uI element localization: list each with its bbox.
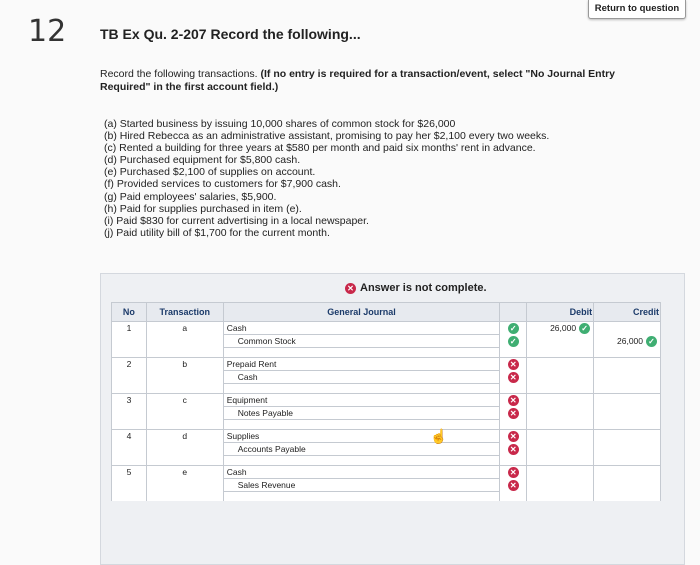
debit-amount-field[interactable]: [527, 394, 594, 407]
spacer-cell: [594, 384, 661, 394]
spacer-cell: [500, 348, 527, 358]
spacer-cell: [146, 384, 223, 394]
instructions-lead: Record the following transactions.: [100, 68, 258, 80]
col-debit: Debit: [527, 303, 594, 322]
spacer-cell: [527, 384, 594, 394]
hand-cursor-icon: ☝: [430, 428, 448, 444]
credit-status: [500, 371, 527, 384]
debit-amount-field[interactable]: [527, 358, 594, 371]
credit-amount: 26,000: [617, 336, 643, 346]
entry-number: 5: [112, 466, 147, 479]
entry-transaction: a: [146, 322, 223, 335]
correct-check-icon: ✓: [646, 336, 657, 347]
entry-number-blank: [112, 407, 147, 420]
return-to-question-button[interactable]: Return to question: [588, 0, 686, 19]
spacer-cell: [594, 348, 661, 358]
question-title: TB Ex Qu. 2-207 Record the following...: [100, 26, 361, 42]
incorrect-x-icon: ✕: [508, 467, 519, 478]
debit-status: [500, 322, 527, 335]
spacer-cell: [146, 420, 223, 430]
debit-account-field[interactable]: Supplies: [223, 430, 500, 443]
table-row: [112, 443, 661, 456]
debit-amount-field[interactable]: [527, 371, 594, 384]
question-number: 12: [28, 14, 67, 49]
debit-amount-field[interactable]: [527, 407, 594, 420]
spacer-cell: [594, 492, 661, 502]
spacer-cell: [500, 420, 527, 430]
incorrect-x-icon: ✕: [508, 431, 519, 442]
table-row: [112, 371, 661, 384]
debit-status: [500, 466, 527, 479]
spacer-cell: [527, 456, 594, 466]
spacer-cell: [146, 456, 223, 466]
debit-amount-field[interactable]: [527, 335, 594, 348]
transaction-item: (a) Started business by issuing 10,000 shares of common stock for $26,000: [104, 118, 456, 130]
table-spacer-row: [112, 348, 661, 358]
transaction-item: (d) Purchased equipment for $5,800 cash.: [104, 154, 301, 167]
credit-amount-field[interactable]: [594, 466, 661, 479]
credit-account-field[interactable]: Cash: [223, 371, 500, 384]
spacer-cell: [223, 384, 500, 394]
table-spacer-row: [112, 420, 661, 430]
spacer-cell: [500, 384, 527, 394]
table-row: [112, 394, 661, 407]
table-spacer-row: [112, 384, 661, 394]
table-row: [112, 335, 661, 348]
credit-amount-field[interactable]: [594, 407, 661, 420]
incorrect-x-icon: ✕: [508, 480, 519, 491]
spacer-cell: [527, 420, 594, 430]
credit-account-field[interactable]: Sales Revenue: [223, 479, 500, 492]
credit-account-field[interactable]: Accounts Payable: [223, 443, 500, 456]
entry-number: 2: [112, 358, 147, 371]
debit-account-field[interactable]: Cash: [223, 466, 500, 479]
answer-panel: [100, 273, 685, 565]
incomplete-x-icon: ✕: [345, 283, 356, 294]
entry-transaction: d: [146, 430, 223, 443]
spacer-cell: [146, 348, 223, 358]
entry-transaction: c: [146, 394, 223, 407]
credit-account-field[interactable]: Common Stock: [223, 335, 500, 348]
entry-number-blank: [112, 479, 147, 492]
credit-status: [500, 335, 527, 348]
col-general-journal: General Journal: [223, 303, 500, 322]
spacer-cell: [527, 492, 594, 502]
transaction-item: (b) Hired Rebecca as an administrative assistant, promising to pay her $2,100 every two weeks.: [104, 130, 550, 143]
spacer-cell: [500, 456, 527, 466]
credit-status: [500, 479, 527, 492]
table-row: [112, 407, 661, 420]
debit-status: [500, 430, 527, 443]
debit-account-field[interactable]: Prepaid Rent: [223, 358, 500, 371]
debit-status: [500, 394, 527, 407]
transaction-list: [104, 118, 549, 239]
debit-amount-field[interactable]: [527, 466, 594, 479]
incorrect-x-icon: ✕: [508, 408, 519, 419]
col-no: No: [112, 303, 147, 322]
entry-transaction-blank: [146, 335, 223, 348]
correct-check-icon: ✓: [579, 323, 590, 334]
debit-amount-field[interactable]: [527, 479, 594, 492]
debit-amount-field[interactable]: [527, 430, 594, 443]
spacer-cell: [223, 456, 500, 466]
credit-account-field[interactable]: Notes Payable: [223, 407, 500, 420]
table-row: [112, 430, 661, 443]
entry-transaction-blank: [146, 443, 223, 456]
col-credit: Credit: [594, 303, 661, 322]
spacer-cell: [594, 456, 661, 466]
col-mark: [500, 303, 527, 322]
credit-amount-field[interactable]: [594, 371, 661, 384]
spacer-cell: [112, 384, 147, 394]
debit-amount: 26,000: [550, 323, 577, 334]
spacer-cell: [223, 492, 500, 502]
entry-transaction-blank: [146, 371, 223, 384]
entry-number-blank: [112, 335, 147, 348]
credit-status: [500, 407, 527, 420]
spacer-cell: [146, 492, 223, 502]
debit-status: [500, 358, 527, 371]
transaction-item: (i) Paid $830 for current advertising in a local newspaper.: [104, 214, 369, 227]
entry-number-blank: [112, 371, 147, 384]
table-row: [112, 322, 661, 335]
transaction-item: (g) Paid employees' salaries, $5,900.: [104, 190, 277, 203]
transaction-item: (e) Purchased $2,100 of supplies on account.: [104, 166, 316, 179]
transaction-item: (j) Paid utility bill of $1,700 for the current month.: [104, 226, 330, 239]
instructions-bold: (If no entry is required for a transaction/event, select "No Journal Entry Required" in the first account field.): [100, 68, 615, 93]
entry-transaction: b: [146, 358, 223, 371]
incorrect-x-icon: ✕: [508, 372, 519, 383]
entry-transaction-blank: [146, 407, 223, 420]
incorrect-x-icon: ✕: [508, 444, 519, 455]
transaction-item: (c) Rented a building for three years at $580 per month and paid six months' rent in advance.: [104, 142, 536, 155]
credit-amount-field[interactable]: [594, 479, 661, 492]
spacer-cell: [500, 492, 527, 502]
transaction-item: (f) Provided services to customers for $7,900 cash.: [104, 178, 341, 191]
debit-amount-field[interactable]: [527, 443, 594, 456]
credit-amount-field[interactable]: [594, 322, 661, 335]
entry-number-blank: [112, 443, 147, 456]
credit-amount-field[interactable]: [594, 394, 661, 407]
table-row: [112, 479, 661, 492]
incorrect-x-icon: ✕: [508, 359, 519, 370]
entry-transaction: e: [146, 466, 223, 479]
entry-number: 1: [112, 322, 147, 335]
instructions: [100, 68, 660, 94]
incorrect-x-icon: ✕: [508, 395, 519, 406]
credit-amount-field[interactable]: [594, 358, 661, 371]
transaction-item: (h) Paid for supplies purchased in item (e).: [104, 202, 302, 215]
spacer-cell: [112, 348, 147, 358]
credit-amount-field[interactable]: [594, 430, 661, 443]
general-journal-table: [111, 302, 661, 501]
col-transaction: Transaction: [146, 303, 223, 322]
table-row: [112, 358, 661, 371]
entry-transaction-blank: [146, 479, 223, 492]
entry-number: 4: [112, 430, 147, 443]
debit-account-field[interactable]: Equipment: [223, 394, 500, 407]
debit-amount-field[interactable]: [527, 322, 594, 335]
table-row: [112, 466, 661, 479]
spacer-cell: [594, 420, 661, 430]
debit-account-field[interactable]: Cash: [223, 322, 500, 335]
spacer-cell: [112, 420, 147, 430]
correct-check-icon: ✓: [508, 336, 519, 347]
credit-amount-field[interactable]: [594, 335, 661, 348]
spacer-cell: [112, 492, 147, 502]
table-spacer-row: [112, 456, 661, 466]
spacer-cell: [223, 348, 500, 358]
spacer-cell: [223, 420, 500, 430]
credit-amount-field[interactable]: [594, 443, 661, 456]
entry-number: 3: [112, 394, 147, 407]
credit-status: [500, 443, 527, 456]
spacer-cell: [527, 348, 594, 358]
answer-status-label: Answer is not complete.: [360, 282, 487, 294]
table-spacer-row: [112, 492, 661, 502]
correct-check-icon: ✓: [508, 323, 519, 334]
spacer-cell: [112, 456, 147, 466]
answer-status: [345, 282, 487, 294]
